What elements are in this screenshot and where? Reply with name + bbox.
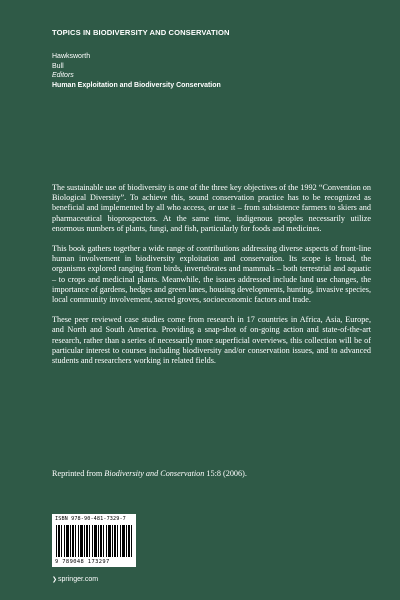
reprint-note	[52, 469, 371, 479]
editors-block	[52, 52, 221, 90]
blurb-paragraph: This book gathers together a wide range of contributions addressing diverse aspects of front-line human involvement in biodiversity exploitation and conservation. Its scope is broad, the organisms explored ranging from birds, invertebrates and mammals – both terrestrial and aquatic – to crops and medicinal plants. Meanwhile, the issues addressed include land use changes, the importance of gardens, hedges and green lanes, housing developments, hunting, invasive species, local community involvement, sacred groves, socioeconomic factors and trade.	[52, 244, 371, 305]
publisher-link[interactable]	[52, 576, 98, 583]
chevron-right-icon: ❯	[52, 577, 58, 583]
editors-role: Editors	[52, 72, 74, 79]
editor-name: Hawksworth	[52, 53, 91, 60]
book-title: Human Exploitation and Biodiversity Conservation	[52, 81, 221, 89]
blurb-paragraph: These peer reviewed case studies come from research in 17 countries in Africa, Asia, Europe, and North and South America. Providing a snap-shot of on-going action and state-of-the-art research, rather than a series of necessarily more superficial overviews, this collection will be of particular interest to courses including biodiversity and/or conservation issues, and to advanced students and researchers working in related fields.	[52, 315, 371, 366]
barcode-bars	[56, 525, 132, 557]
blurb-paragraph: The sustainable use of biodiversity is one of the three key objectives of the 1992 “Convention on Biological Diversity”. To achieve this, sound conservation practice has to be recognized as beneficial and implemented by all who access, or use it – from subsistence farmers to skiers and pharmaceutical bioprospectors. At the same time, indigenous peoples necessarily utilize enormous numbers of plants, fungi, and fish, particularly for foods and medicines.	[52, 183, 371, 233]
isbn-barcode	[52, 514, 136, 567]
reprint-suffix: 15:8 (2006).	[204, 469, 247, 478]
isbn-label: ISBN 978-90-481-7329-7	[55, 516, 126, 522]
ean-number: 9 789048 173297	[55, 559, 110, 565]
editor-name: Bull	[52, 62, 64, 70]
series-title: TOPICS IN BIODIVERSITY AND CONSERVATION	[52, 28, 230, 37]
reprint-journal: Biodiversity and Conservation	[104, 469, 205, 478]
publisher-url: springer.com	[58, 576, 99, 583]
blurb-text	[52, 183, 371, 376]
reprint-prefix: Reprinted from	[52, 469, 105, 478]
